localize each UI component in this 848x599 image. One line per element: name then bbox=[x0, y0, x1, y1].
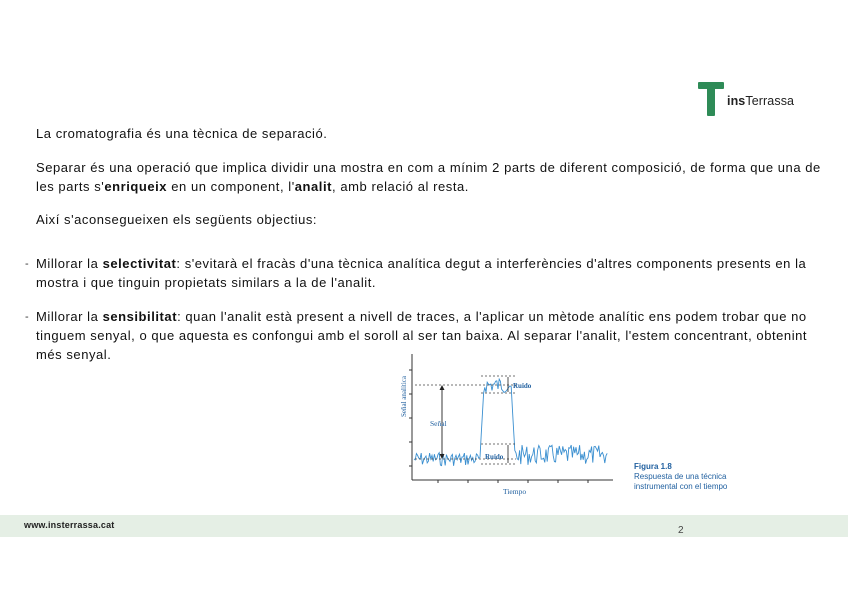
definition-paragraph bbox=[36, 158, 838, 196]
bullet-2-text: : quan l'analit està present a nivell de traces, a l'aplicar un mètode analític ens podem trobar que no tinguem senyal, o que aquesta es confongui amb el soroll al ser tan baixa. Al separar l'analit, l'estem concentrant, obtenint més senyal. bbox=[36, 309, 808, 362]
bullet-selectivitat bbox=[36, 254, 816, 292]
ruido-bottom-label: Ruido bbox=[485, 453, 504, 461]
y-axis-label: Señal analítica bbox=[400, 375, 408, 417]
x-axis-label: Tiempo bbox=[503, 487, 527, 496]
definition-text-2: en un component, l' bbox=[167, 179, 295, 194]
page-number: 2 bbox=[678, 525, 684, 536]
bullet-dash-2: - bbox=[25, 311, 29, 323]
bullet-2-bold: sensibilitat bbox=[102, 309, 178, 324]
senal-arrow-head-up bbox=[440, 385, 445, 390]
definition-text-1: Separar és una operació que implica dividir una mostra en com a mínim 2 parts de diferent composició, de forma que una de les parts s' bbox=[36, 160, 821, 194]
definition-bold-analit: analit bbox=[294, 179, 333, 194]
senal-label: Señal bbox=[430, 419, 447, 428]
bullet-1-bold: selectivitat bbox=[102, 256, 177, 271]
figure-caption-line-2: instrumental con el tiempo bbox=[634, 482, 728, 491]
footer-bar bbox=[0, 515, 848, 537]
bullet-1-prefix: Millorar la bbox=[36, 256, 103, 271]
figure-caption bbox=[634, 462, 727, 492]
logo-text-regular: Terrassa bbox=[745, 94, 795, 108]
objectives-intro: Així s'aconsegueixen els següents objectius: bbox=[36, 212, 318, 227]
logo-t-icon bbox=[698, 80, 724, 116]
ruido-top-label: Ruido bbox=[513, 382, 532, 390]
footer-url: www.insterrassa.cat bbox=[24, 520, 115, 530]
logo-text-bold: ins bbox=[727, 94, 746, 108]
figure-caption-title: Figura 1.8 bbox=[634, 462, 672, 471]
bullet-1-text: : s'evitarà el fracàs d'una tècnica analítica degut a interferències d'altres components presents en la mostra i que tinguin propietats similars a la de l'analit. bbox=[36, 256, 807, 290]
bullet-dash-1: - bbox=[25, 258, 29, 270]
definition-bold-enriqueix: enriqueix bbox=[104, 179, 168, 194]
intro-paragraph: La cromatografia és una tècnica de separació. bbox=[36, 126, 328, 141]
figure-caption-line-1: Respuesta de una técnica bbox=[634, 472, 727, 481]
definition-text-3: , amb relació al resta. bbox=[332, 179, 469, 194]
logo-text bbox=[727, 94, 794, 108]
ins-terrassa-logo bbox=[698, 80, 794, 116]
bullet-2-prefix: Millorar la bbox=[36, 309, 103, 324]
